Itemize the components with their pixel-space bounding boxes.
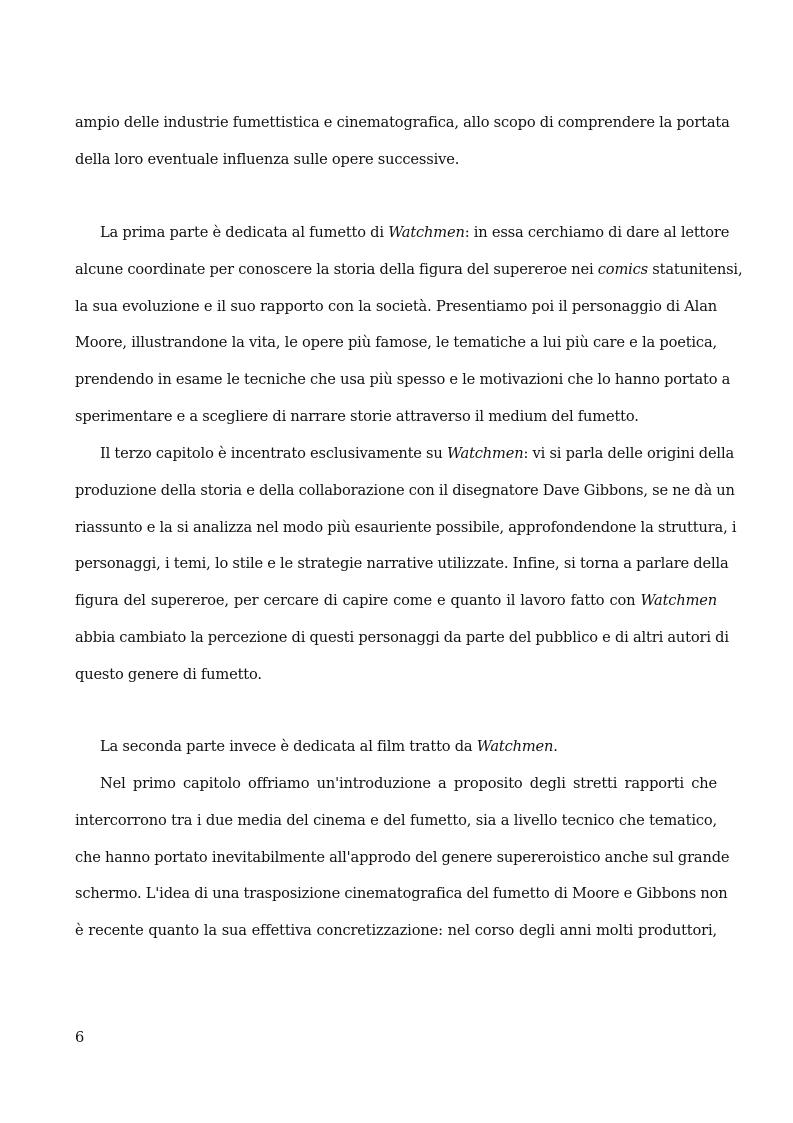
text-line: Nel primo capitolo offriamo un'introduzione a proposito degli stretti rapporti che — [100, 775, 717, 792]
text-line: abbia cambiato la percezione di questi personaggi da parte del pubblico e di altri autori di — [75, 628, 729, 646]
text-line: intercorrono tra i due media del cinema e del fumetto, sia a livello tecnico che tematico, — [75, 811, 717, 829]
text-line: schermo. L'idea di una trasposizione cinematografica del fumetto di Moore e Gibbons non — [75, 885, 728, 903]
paragraph-first-chapter — [75, 766, 730, 950]
text-line: la sua evoluzione e il suo rapporto con la società. Presentiamo poi il personaggio di Alan — [75, 297, 717, 315]
text-line: figura del supereroe, per cercare di capire come e quanto il lavoro fatto con Watchmen — [75, 592, 717, 610]
paragraph-continuation — [75, 105, 730, 179]
text-line: sperimentare e a scegliere di narrare storie attraverso il medium del fumetto. — [75, 407, 639, 425]
text-line: La prima parte è dedicata al fumetto di Watchmen: in essa cerchiamo di dare al lettore — [100, 224, 730, 241]
text-line: prendendo in esame le tecniche che usa più spesso e le motivazioni che lo hanno portato a — [75, 371, 731, 389]
text-line: questo genere di fumetto. — [75, 665, 262, 683]
text-line: La seconda parte invece è dedicata al film tratto da Watchmen. — [100, 738, 558, 755]
text-line: produzione della storia e della collaborazione con il disegnatore Dave Gibbons, se ne dà un — [75, 481, 735, 499]
text-line: che hanno portato inevitabilmente all'approdo del genere supereroistico anche sul grande — [75, 848, 730, 866]
text-line: Il terzo capitolo è incentrato esclusivamente su Watchmen: vi si parla delle origini della — [100, 445, 735, 462]
text-line: ampio delle industrie fumettistica e cinematografica, allo scopo di comprendere la portata — [75, 114, 730, 131]
title-watchmen: Watchmen — [446, 445, 524, 462]
title-watchmen: Watchmen — [388, 224, 465, 241]
text-line: personaggi, i temi, lo stile e le strategie narrative utilizzate. Infine, si torna a parlare della — [75, 555, 729, 573]
paragraph-second-part — [75, 729, 717, 766]
text-line: alcune coordinate per conoscere la storia della figura del supereroe nei comics statunitensi, — [75, 260, 743, 278]
text-line: Moore, illustrandone la vita, le opere più famose, le tematiche a lui più care e la poetica, — [75, 334, 717, 352]
term-comics: comics — [597, 260, 649, 278]
paragraph-third-chapter — [75, 436, 737, 694]
title-watchmen: Watchmen — [476, 738, 554, 755]
text-line: riassunto e la si analizza nel modo più esauriente possibile, approfondendone la struttura, i — [75, 518, 737, 536]
title-watchmen: Watchmen — [640, 592, 717, 610]
paragraph-first-part — [75, 215, 743, 436]
page-number: 6 — [75, 1029, 85, 1046]
text-line: della loro eventuale influenza sulle opere successive. — [75, 150, 460, 168]
text-line: è recente quanto la sua effettiva concretizzazione: nel corso degli anni molti produttori, — [75, 922, 717, 940]
